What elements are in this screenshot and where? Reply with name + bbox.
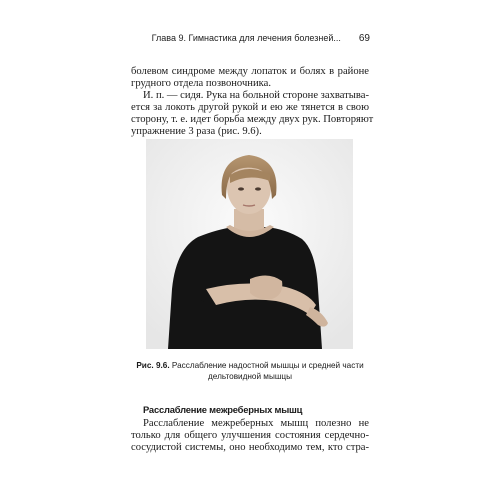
text-line: упражнение 3 раза (рис. 9.6).	[131, 126, 262, 137]
exercise-photo	[146, 139, 353, 349]
paragraph-continuation	[131, 66, 369, 90]
text-line: сосудистой системы, оно необходимо тем, кто стра-	[131, 442, 369, 453]
gripping-hand	[250, 275, 282, 299]
page-number: 69	[358, 32, 370, 44]
text-line: ется за локоть другой рукой и ею же тянется в свою	[131, 102, 369, 113]
figure-label: Рис. 9.6.	[136, 361, 170, 370]
text-line: Расслабление межреберных мышц полезно не	[143, 418, 369, 429]
caption-line	[131, 360, 369, 371]
eye-left	[238, 187, 244, 190]
text-line: только для общего улучшения состояния сердечно-	[131, 430, 369, 441]
eye-right	[255, 187, 261, 190]
caption-line: дельтовидной мышцы	[208, 372, 292, 381]
caption-text: Расслабление надостной мышцы и средней части	[171, 361, 364, 370]
running-header	[151, 31, 370, 45]
bottom-text-block	[131, 418, 369, 454]
chapter-title: Глава 9. Гимнастика для лечения болезней...	[151, 33, 341, 43]
text-line: И. п. — сидя. Рука на больной стороне захватыва-	[143, 90, 369, 101]
section-heading: Расслабление межреберных мышц	[143, 404, 303, 415]
paragraph-intercostal	[131, 418, 369, 454]
text-line: болевом синдроме между лопаток и болях в районе	[131, 66, 369, 77]
photo-illustration	[146, 139, 353, 349]
text-line: грудного отдела позвоночника.	[131, 78, 271, 89]
figure-caption	[131, 360, 369, 382]
text-line: сторону, т. е. идет борьба между двух рук. Повторяют	[131, 114, 374, 125]
paragraph-exercise	[131, 90, 374, 138]
top-text-block	[131, 66, 374, 138]
